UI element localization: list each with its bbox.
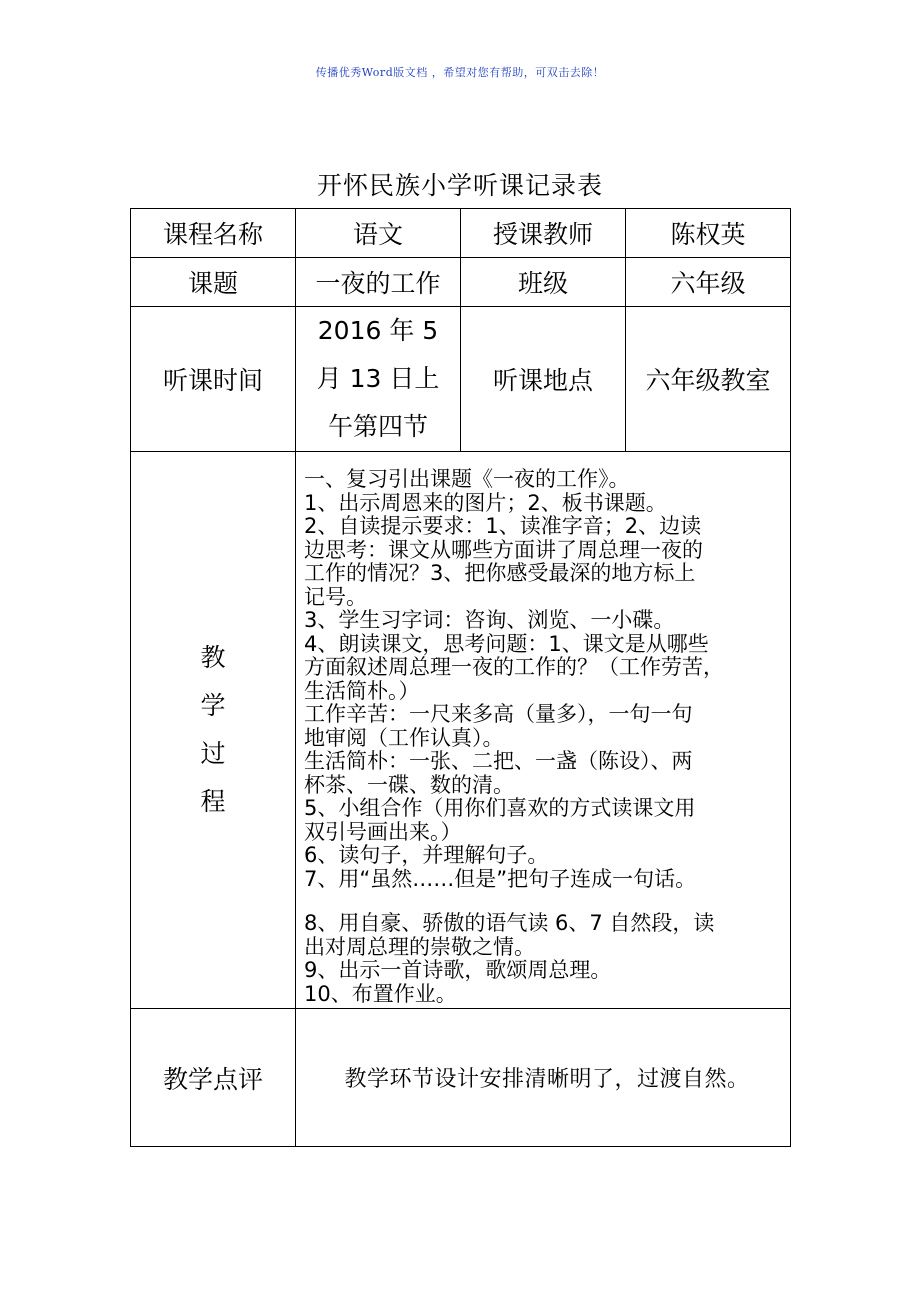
place-value: 六年级教室: [626, 307, 791, 452]
label-char: 程: [200, 787, 226, 816]
process-line: 生活简朴：一张、二把、一盏（陈设）、两: [304, 750, 693, 773]
time-line: 午第四节: [327, 412, 428, 441]
process-line: 方面叙述周总理一夜的工作的？（工作劳苦，: [304, 656, 724, 679]
watermark-text: 传播优秀Word版文档 ，希望对您有帮助，可双击去除！: [315, 66, 605, 79]
process-line: 记号。: [304, 585, 367, 609]
process-line: 10、布置作业。: [304, 982, 457, 1006]
teacher-value: 陈权英: [626, 209, 791, 258]
process-line: 1、出示周恩来的图片；2、板书课题。: [304, 491, 667, 515]
process-line: 3、学生习字词：咨询、浏览、一小碟。: [304, 609, 675, 632]
process-line: 4、朗读课文，思考问题：1、课文是从哪些: [304, 632, 709, 656]
process-line: 7、用“虽然……但是”把句子连成一句话。: [304, 867, 697, 891]
process-line: 工作辛苦：一尺来多高（量多），一句一句: [304, 703, 693, 726]
teacher-label: 授课教师: [461, 209, 626, 258]
table-row: [131, 452, 791, 1009]
label-char: 教: [200, 643, 226, 672]
review-content: 教学环节设计安排清晰明了，过渡自然。: [296, 1009, 791, 1147]
process-line: 9、出示一首诗歌，歌颂周总理。: [304, 959, 612, 982]
course-name-value: 语文: [296, 209, 461, 258]
time-line: 月 13 日上: [316, 364, 440, 393]
table-row: [131, 209, 791, 258]
table-row: [131, 1009, 791, 1147]
process-line: 地审阅（工作认真）。: [304, 726, 504, 750]
lesson-record-table: [130, 208, 791, 1147]
process-line: 8、用自豪、骄傲的语气读 6、7 自然段，读: [304, 912, 715, 935]
process-line: 2、自读提示要求：1、读准字音；2、边读: [304, 515, 702, 538]
class-value: 六年级: [626, 258, 791, 307]
document-title: 开怀民族小学听课记录表: [316, 171, 603, 200]
course-name-label: 课程名称: [131, 209, 296, 258]
blank-line: [304, 891, 786, 912]
topic-value: 一夜的工作: [296, 258, 461, 307]
teaching-process-label: [131, 452, 296, 1009]
place-label: 听课地点: [461, 307, 626, 452]
process-line: 杯茶、一碟、数的清。: [304, 773, 514, 797]
topic-label: 课题: [131, 258, 296, 307]
table-row: [131, 307, 791, 452]
process-line: 边思考：课文从哪些方面讲了周总理一夜的: [304, 538, 703, 562]
table-row: [131, 258, 791, 307]
process-line: 生活简朴。）: [304, 679, 420, 703]
process-line: 一、复习引出课题《一夜的工作》。: [304, 468, 630, 491]
time-value: [296, 307, 461, 452]
teaching-process-content: [296, 452, 791, 1009]
process-line: 5、小组合作（用你们喜欢的方式读课文用: [304, 797, 696, 820]
time-line: 2016 年 5: [317, 316, 439, 345]
process-line: 双引号画出来。）: [304, 820, 462, 844]
review-label: 教学点评: [131, 1009, 296, 1147]
class-label: 班级: [461, 258, 626, 307]
label-char: 学: [200, 691, 226, 720]
process-line: 出对周总理的崇敬之情。: [304, 935, 535, 959]
process-line: 6、读句子，并理解句子。: [304, 844, 549, 867]
time-label: 听课时间: [131, 307, 296, 452]
label-char: 过: [200, 739, 226, 768]
process-line: 工作的情况？3、把你感受最深的地方标上: [304, 562, 696, 585]
